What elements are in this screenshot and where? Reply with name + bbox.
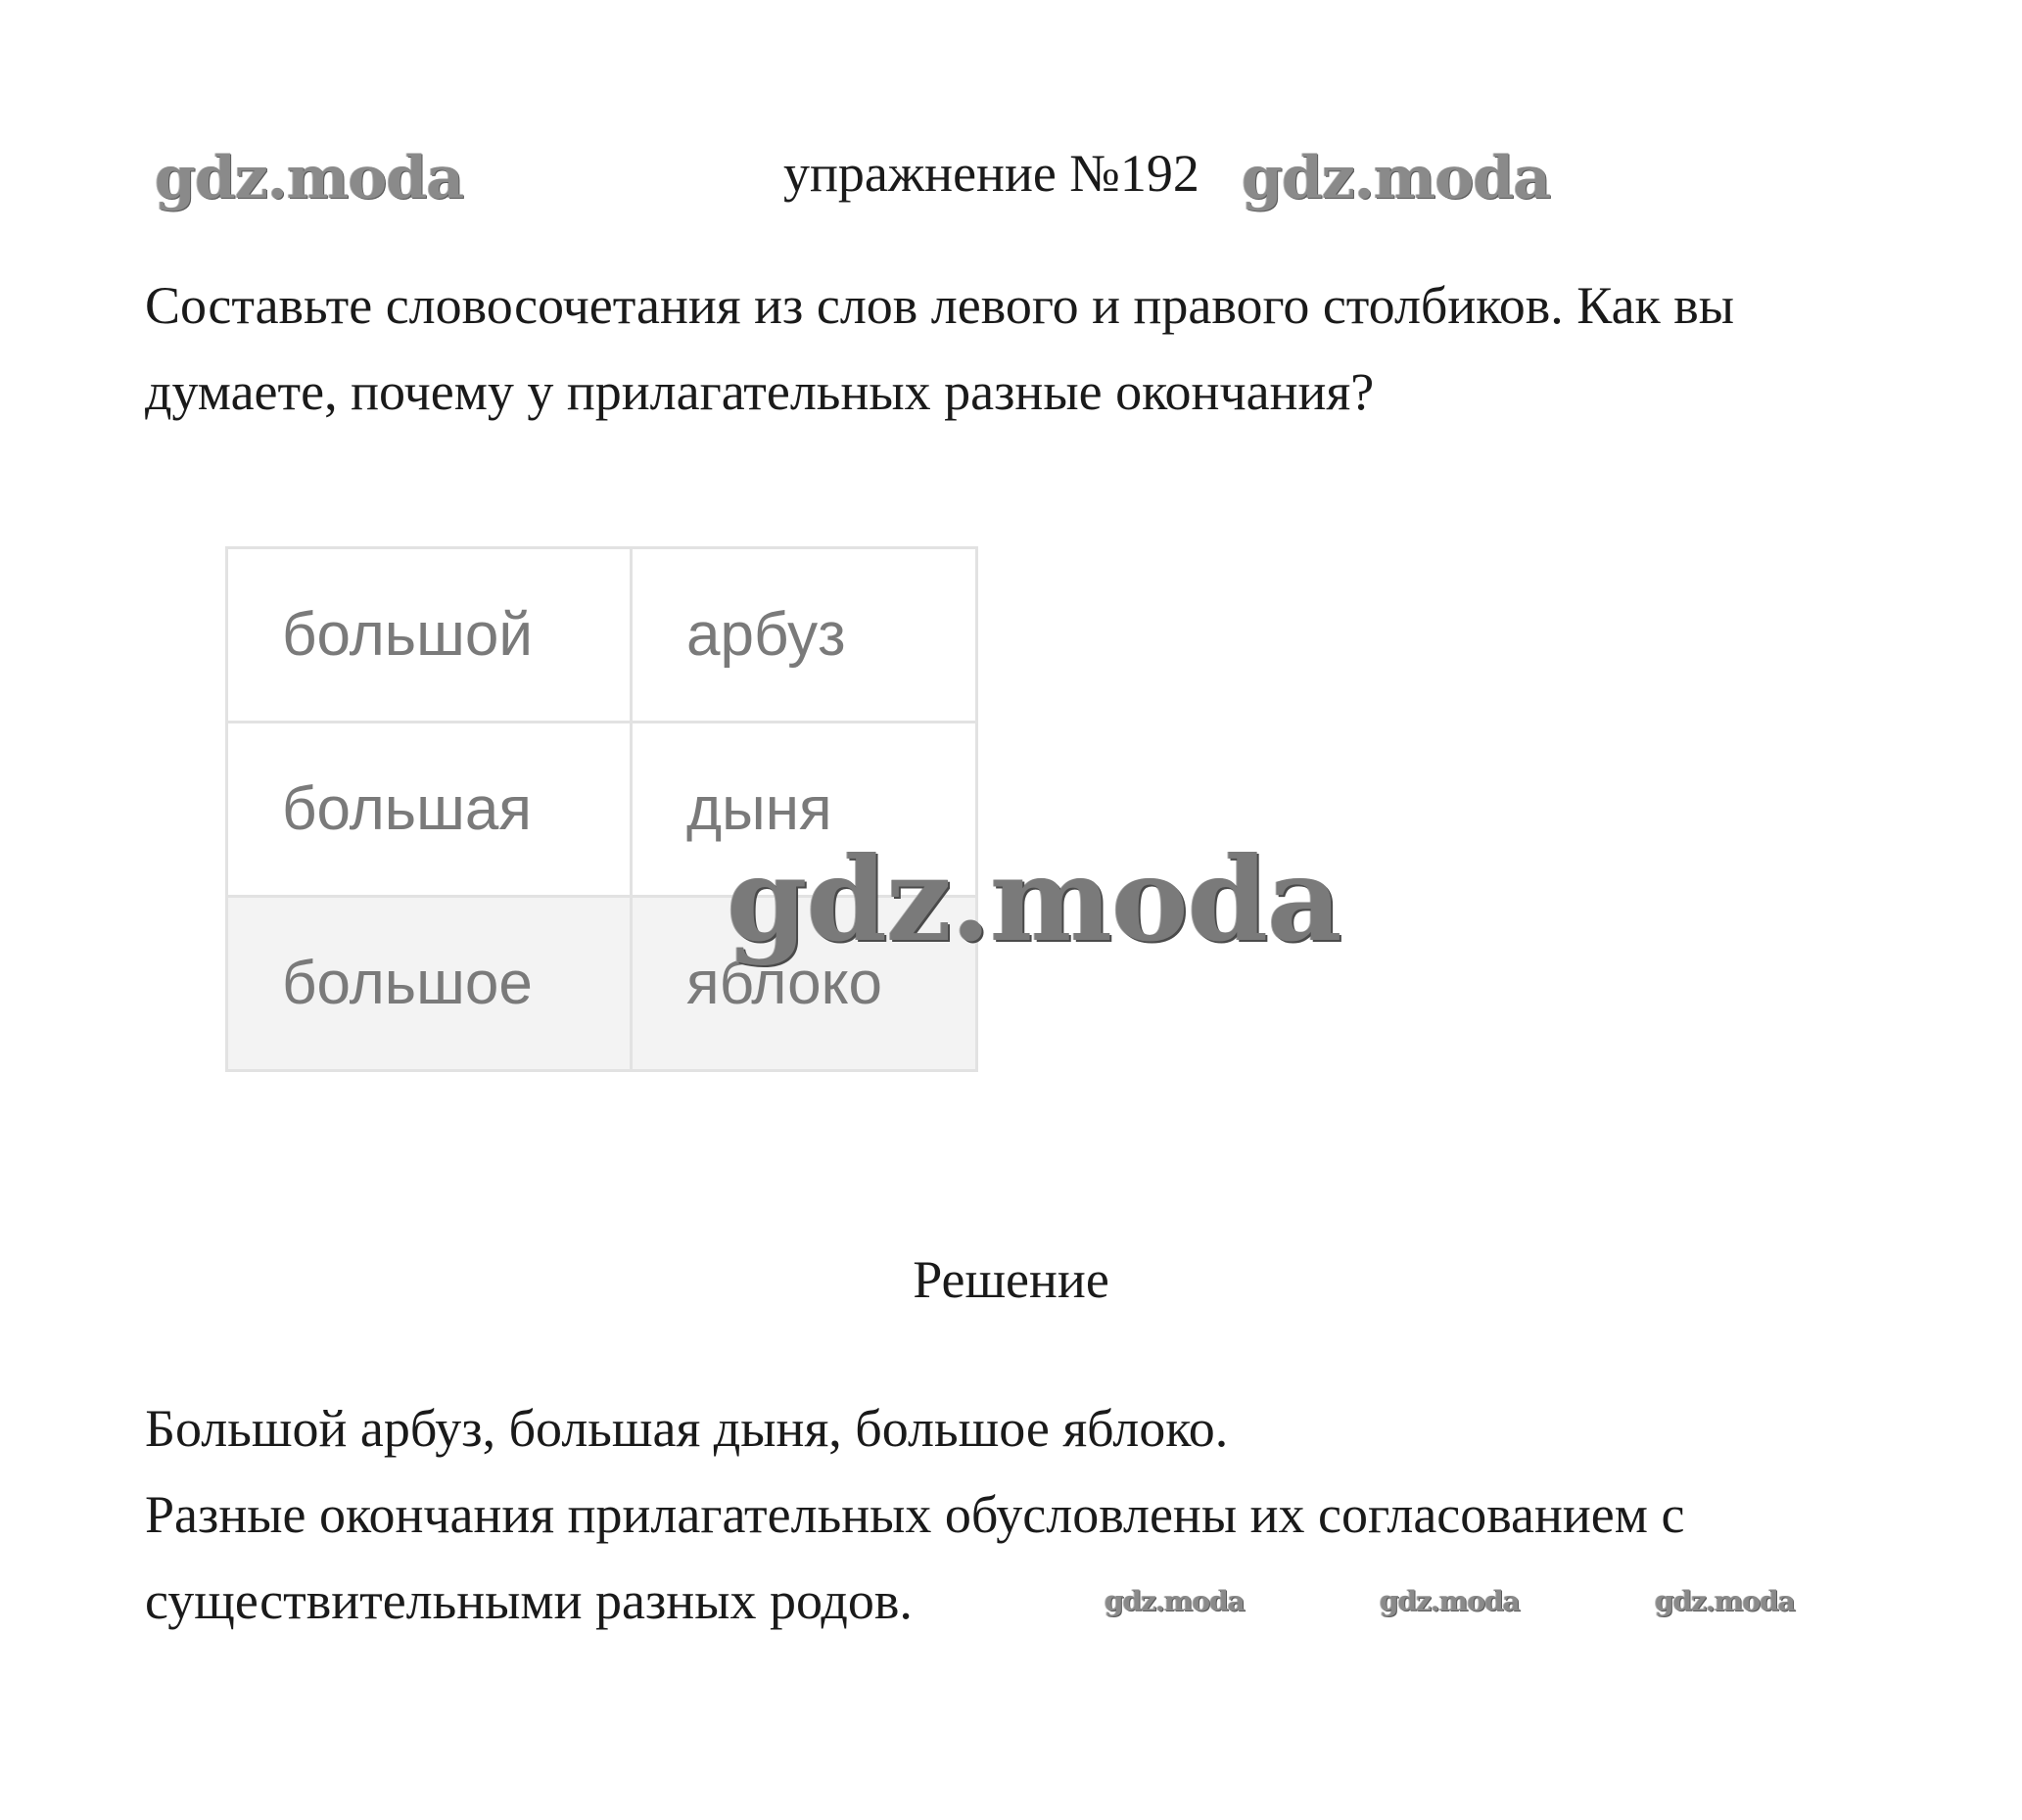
answer-line: Большой арбуз, большая дыня, большое яблоко. [145,1399,1229,1458]
answer-text [145,1385,1907,1644]
table-row [227,548,977,723]
watermark-small: gdz.moda [1655,1585,1795,1617]
watermark-top-right: gdz.moda [1242,144,1551,212]
table-cell-adjective: большое [227,897,632,1071]
watermark-top-left: gdz.moda [155,144,464,212]
watermark-small: gdz.moda [1380,1585,1520,1617]
watermark-small: gdz.moda [1105,1585,1245,1617]
table-cell-noun: яблоко [632,897,977,1071]
table-cell-noun: арбуз [632,548,977,723]
word-table [225,546,978,1072]
exercise-title: упражнение №192 [783,144,1199,203]
table-cell-adjective: большой [227,548,632,723]
watermark-center: gdz.moda [727,831,1341,967]
solution-heading: Решение [913,1250,1109,1309]
answer-line: Разные окончания прилагательных обусловлены их согласованием с существительными разных родов. [145,1485,1685,1630]
task-text: Составьте словосочетания из слов левого и правого столбиков. Как вы думаете, почему у прилагательных разные окончания? [145,276,1735,421]
table-cell-adjective: большая [227,723,632,897]
table-cell-noun: дыня [632,723,977,897]
